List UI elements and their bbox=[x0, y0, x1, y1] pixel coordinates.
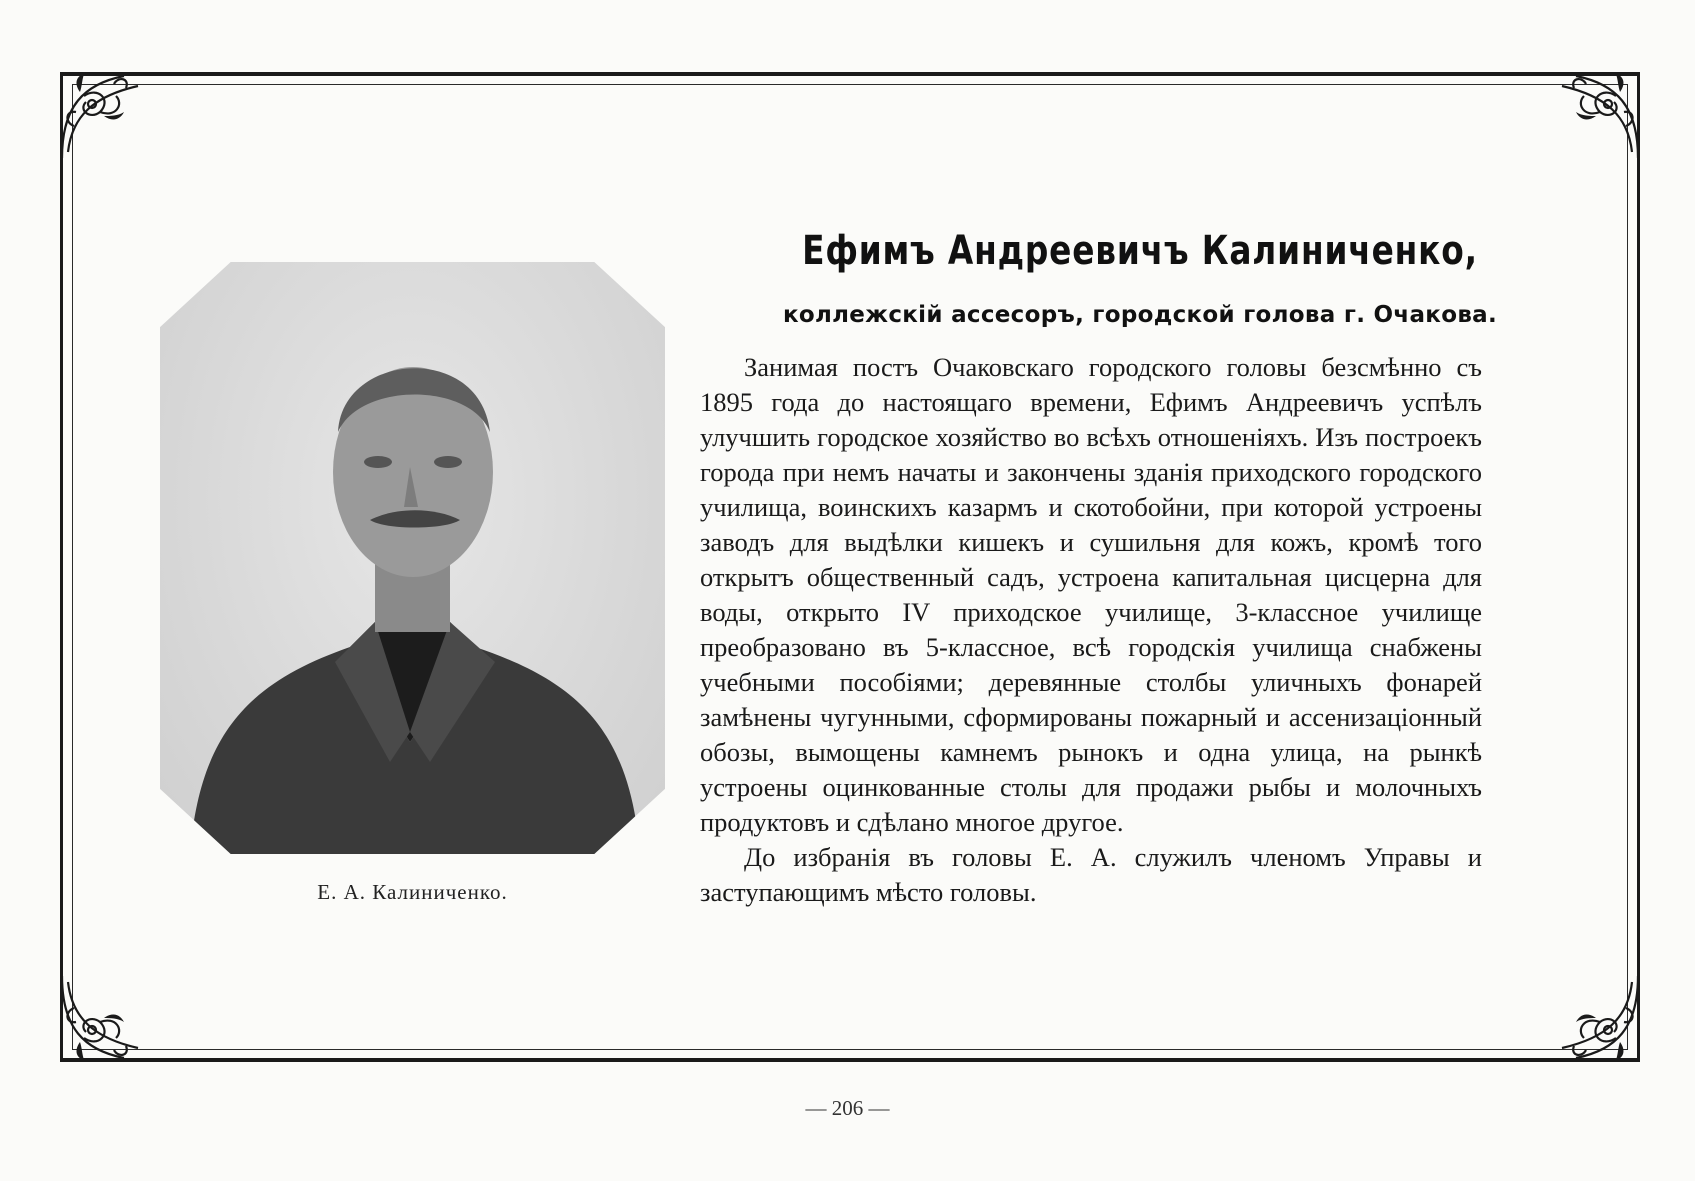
portrait-photo bbox=[160, 262, 665, 854]
portrait-caption: Е. А. Калиниченко. bbox=[317, 880, 508, 904]
corner-ornament-icon bbox=[54, 66, 154, 166]
page-title: Ефимъ Андреевичъ Калиниченко, bbox=[802, 228, 1478, 274]
page-number: — 206 — bbox=[805, 1096, 890, 1120]
corner-ornament-icon bbox=[1546, 968, 1646, 1068]
corner-ornament-icon bbox=[54, 968, 154, 1068]
corner-ornament-icon bbox=[1546, 66, 1646, 166]
page-subtitle: коллежскій ассесоръ, городской голова г. Очакова. bbox=[782, 302, 1498, 328]
paragraph: До избранія въ головы Е. А. служилъ членомъ Управы и заступающимъ мѣсто головы. bbox=[700, 842, 1482, 907]
paragraph: Занимая постъ Очаковскаго городского головы безсмѣнно съ 1895 года до настоящаго времени, Ефимъ Андреевичъ успѣлъ улучшить городское хозяйство во всѣхъ отношеніяхъ. Изъ построекъ города при немъ начаты и закончены зданія приходского городского училища, воинскихъ казармъ и скотобойни, при которой устроены заводъ для выдѣлки кишекъ и сушильня для кожъ, кромѣ того открытъ общественный садъ, устроена капитальная цисцерна для воды, открыто IV приходское училище, 3-классное училище преобразовано въ 5-классное, всѣ городскія училища снабжены учебными пособіями; деревянные столбы уличныхъ фонарей замѣнены чугунными, сформированы пожарный и ассенизаціонный обозы, вымощены камнемъ рынокъ и одна улица, на рынкѣ устроены оцинкованные столы для продажи рыбы и молочныхъ продуктовъ и сдѣлано многое другое. bbox=[700, 352, 1482, 837]
biography-text bbox=[700, 350, 1482, 910]
